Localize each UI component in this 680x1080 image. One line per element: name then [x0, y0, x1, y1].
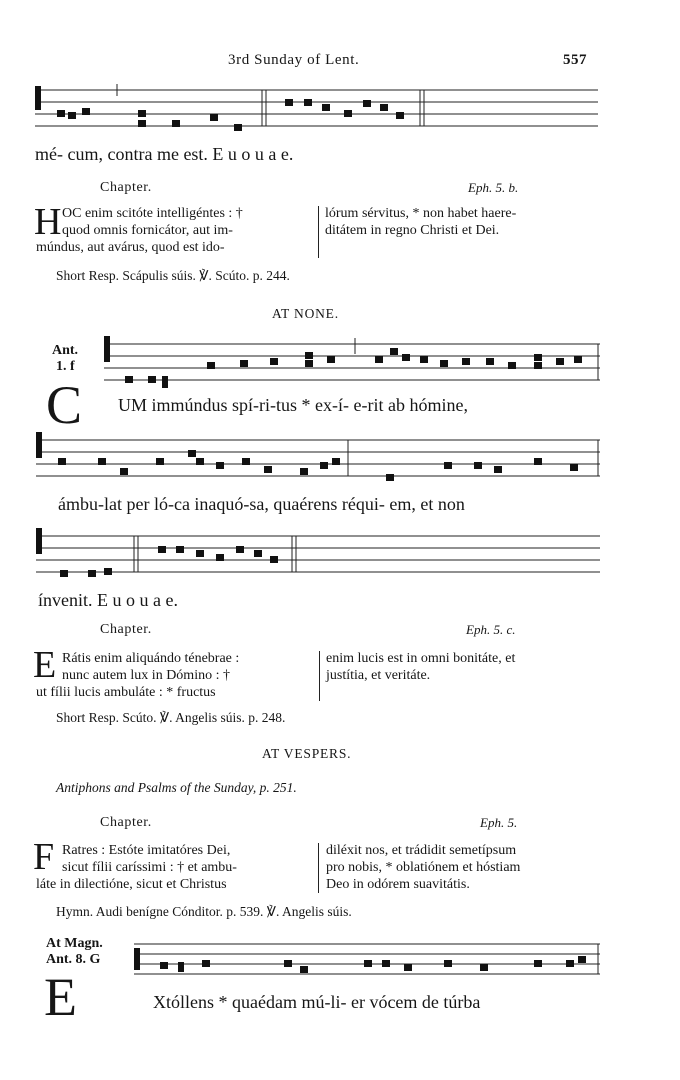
chant-staff-4	[0, 526, 680, 582]
vespers-chapter-left-1: Ratres : Estóte imitatóres Dei,	[62, 843, 231, 858]
column-separator	[318, 843, 319, 893]
none-chapter-left-3: ut fílii lucis ambuláte : * fructus	[36, 685, 216, 700]
vespers-chapter-left-3: láte in dilectióne, sicut et Christus	[36, 877, 227, 892]
column-separator	[318, 206, 319, 258]
sext-chapter-left-1: OC enim scitóte intelligéntes : †	[62, 206, 243, 221]
column-separator	[319, 651, 320, 701]
none-chapter-right-2: justítia, et veritáte.	[326, 668, 431, 683]
chant-staff-3	[0, 430, 680, 486]
none-chapter-ref: Eph. 5. c.	[466, 622, 516, 637]
none-lyrics-line-1: UM immúndus spí-ri-tus * ex-í- e-rit ab hómine,	[118, 395, 468, 415]
sext-lyrics: mé- cum, contra me est. E u o u a e.	[35, 144, 294, 164]
vespers-chapter-right-2: pro nobis, * oblatiónem et hóstiam	[326, 860, 521, 875]
chant-staff-2	[0, 332, 680, 388]
none-chapter-label: Chapter.	[100, 622, 152, 637]
none-lyrics-line-2: ámbu-lat per ló-ca inaquó-sa, quaérens réqui- em, et non	[58, 494, 465, 514]
sext-chapter-right-2: ditátem in regno Christi et Dei.	[325, 223, 500, 238]
sext-short-resp: Short Resp. Scápulis súis. ℣. Scúto. p. 244.	[56, 268, 290, 283]
chant-staff-5	[0, 938, 680, 986]
vespers-chapter-label: Chapter.	[100, 815, 152, 830]
vespers-chapter-left-2: sicut fílii caríssimi : † et ambu-	[62, 860, 237, 875]
sext-chapter-left-2: quod omnis fornicátor, aut im-	[62, 223, 233, 238]
sext-chapter-label: Chapter.	[100, 180, 152, 195]
none-short-resp: Short Resp. Scúto. ℣. Angelis súis. p. 248.	[56, 710, 286, 725]
none-mode-label: 1. f	[56, 359, 75, 374]
running-header-title: 3rd Sunday of Lent.	[228, 52, 360, 68]
vespers-chapter-initial: F	[33, 836, 55, 878]
none-antiphon-initial: C	[46, 375, 83, 435]
none-chapter-initial: E	[33, 644, 57, 686]
none-ant-label: Ant.	[52, 343, 79, 358]
none-heading: AT NONE.	[272, 306, 339, 321]
page-number: 557	[563, 52, 587, 68]
vespers-chapter-ref: Eph. 5.	[480, 815, 518, 830]
magn-mode-label: Ant. 8. G	[46, 952, 101, 967]
sext-chapter-left-3: múndus, aut avárus, quod est ido-	[36, 240, 225, 255]
vespers-chapter-right-3: Deo in odórem suavitátis.	[326, 877, 470, 892]
vespers-hymn: Hymn. Audi benígne Cónditor. p. 539. ℣. Angelis súis.	[56, 904, 352, 919]
none-lyrics-line-3: ínvenit. E u o u a e.	[38, 590, 178, 610]
sext-chapter-right-1: lórum sérvitus, * non habet haere-	[325, 206, 517, 221]
sext-chapter-initial: H	[34, 201, 62, 243]
none-chapter-right-1: enim lucis est in omni bonitáte, et	[326, 651, 516, 666]
magn-label: At Magn.	[46, 936, 103, 951]
magn-initial: E	[44, 967, 77, 1027]
vespers-heading: AT VESPERS.	[262, 746, 352, 761]
none-chapter-left-1: Rátis enim aliquándo ténebrae :	[62, 651, 240, 666]
magn-lyrics: Xtóllens * quaédam mú-li- er vócem de túrba	[153, 992, 481, 1012]
none-chapter-left-2: nunc autem lux in Dómino : †	[62, 668, 230, 683]
chant-staff-1	[0, 82, 680, 134]
vespers-antiphons-note: Antiphons and Psalms of the Sunday, p. 251.	[56, 780, 297, 795]
sext-chapter-ref: Eph. 5. b.	[468, 180, 519, 195]
vespers-chapter-right-1: diléxit nos, et trádidit semetípsum	[326, 843, 517, 858]
